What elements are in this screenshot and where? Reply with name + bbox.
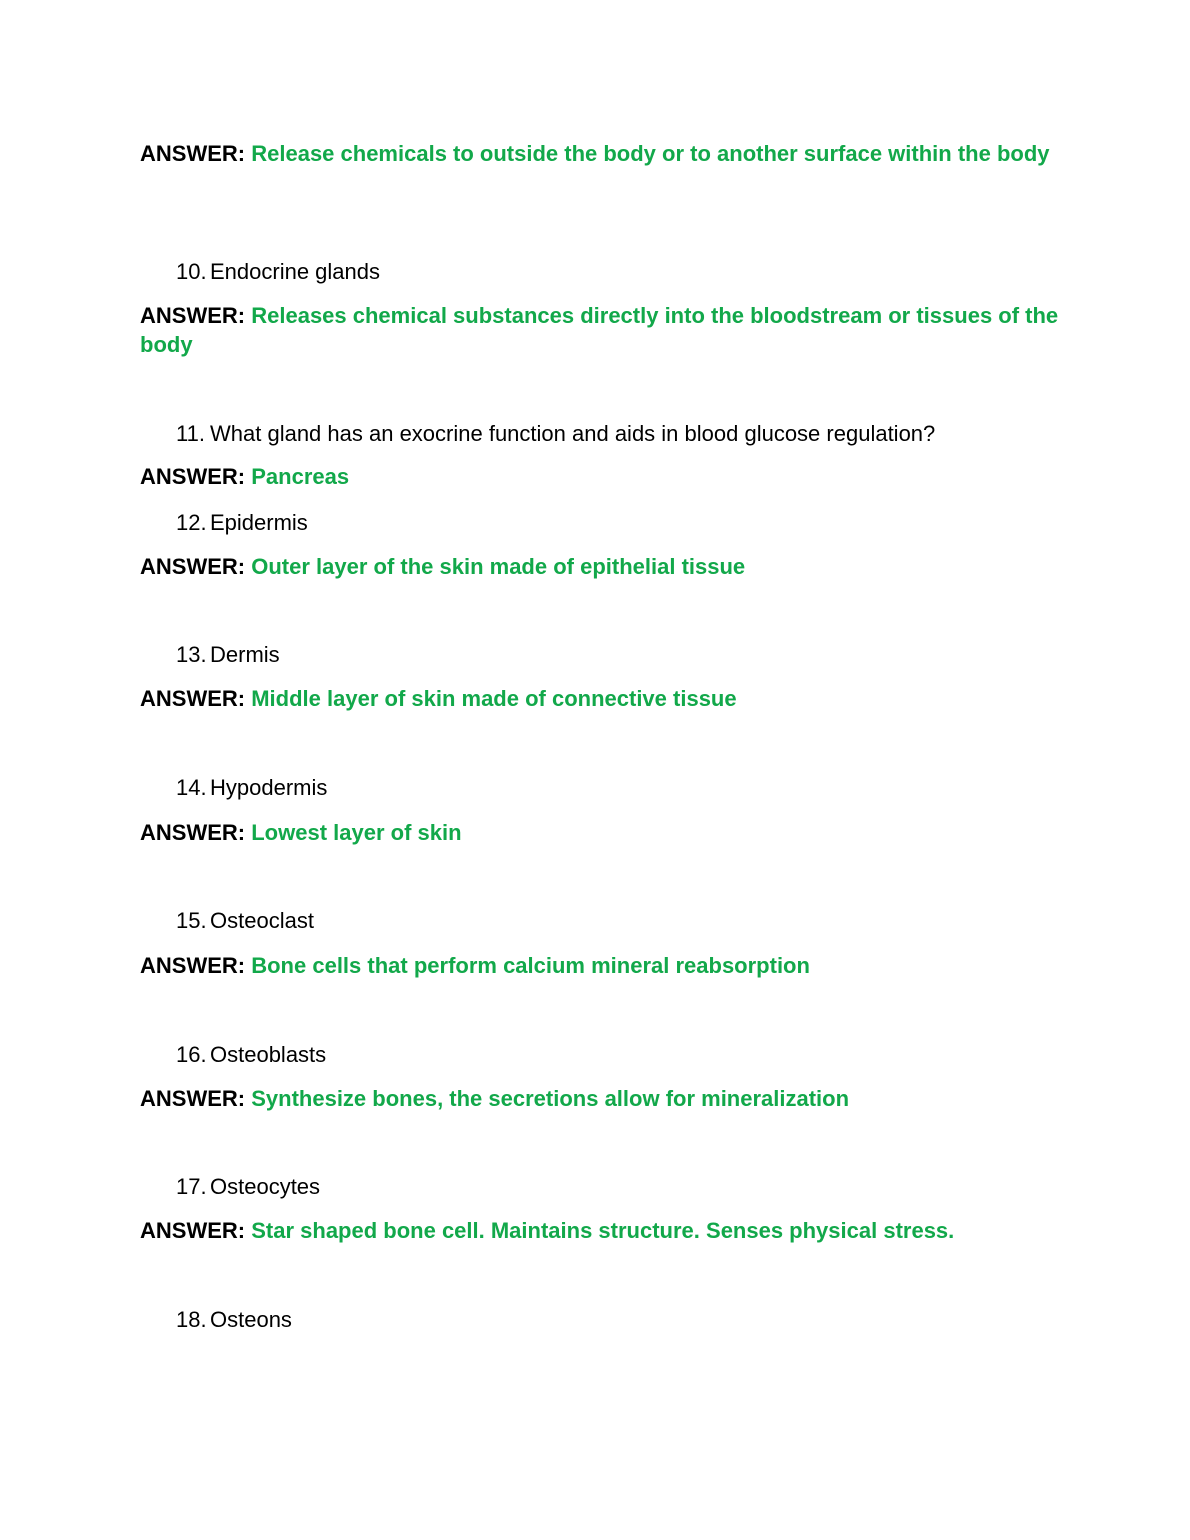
question-text: Osteocytes [210,1174,321,1199]
answer-text: Bone cells that perform calcium mineral reabsorption [251,953,810,978]
question-number: 12. [176,510,207,535]
question-14 [176,773,1056,802]
question-number: 13. [176,642,207,667]
answer-text: Releases chemical substances directly into the bloodstream or tissues of the body [140,303,1059,357]
question-10 [176,257,1056,286]
question-text: What gland has an exocrine function and aids in blood glucose regulation? [210,421,936,446]
question-text: Dermis [210,642,280,667]
question-number: 18. [176,1307,207,1332]
question-number: 16. [176,1042,207,1067]
answer-text: Release chemicals to outside the body or to another surface within the body [251,141,1050,166]
question-text: Osteoclast [210,908,314,933]
answer-16 [140,1084,1060,1113]
answer-label: ANSWER: [140,464,246,489]
question-text: Endocrine glands [210,259,381,284]
question-text: Osteoblasts [210,1042,327,1067]
question-number: 14. [176,775,207,800]
question-11 [176,419,1056,448]
question-number: 10. [176,259,207,284]
question-number: 17. [176,1174,207,1199]
answer-11 [140,462,1060,491]
answer-text: Middle layer of skin made of connective tissue [251,686,737,711]
answer-13 [140,684,1060,713]
answer-label: ANSWER: [140,554,246,579]
answer-9 [140,139,1060,168]
question-15 [176,906,1056,935]
question-number: 11. [176,421,205,446]
question-16 [176,1040,1056,1069]
answer-text: Synthesize bones, the secretions allow for mineralization [251,1086,850,1111]
answer-label: ANSWER: [140,820,246,845]
answer-label: ANSWER: [140,1218,246,1243]
answer-label: ANSWER: [140,303,246,328]
answer-text: Star shaped bone cell. Maintains structure. Senses physical stress. [251,1218,955,1243]
question-18 [176,1305,1056,1334]
answer-14 [140,818,1060,847]
answer-text: Outer layer of the skin made of epithelial tissue [251,554,746,579]
answer-10 [140,301,1060,359]
answer-15 [140,951,1060,980]
answer-label: ANSWER: [140,1086,246,1111]
answer-label: ANSWER: [140,686,246,711]
question-text: Hypodermis [210,775,328,800]
answer-17 [140,1216,1060,1245]
question-17 [176,1172,1056,1201]
question-13 [176,640,1056,669]
question-12 [176,508,1056,537]
question-number: 15. [176,908,207,933]
answer-text: Lowest layer of skin [251,820,462,845]
answer-text: Pancreas [251,464,350,489]
answer-label: ANSWER: [140,141,246,166]
question-text: Epidermis [210,510,308,535]
answer-label: ANSWER: [140,953,246,978]
question-text: Osteons [210,1307,292,1332]
answer-12 [140,552,1060,581]
